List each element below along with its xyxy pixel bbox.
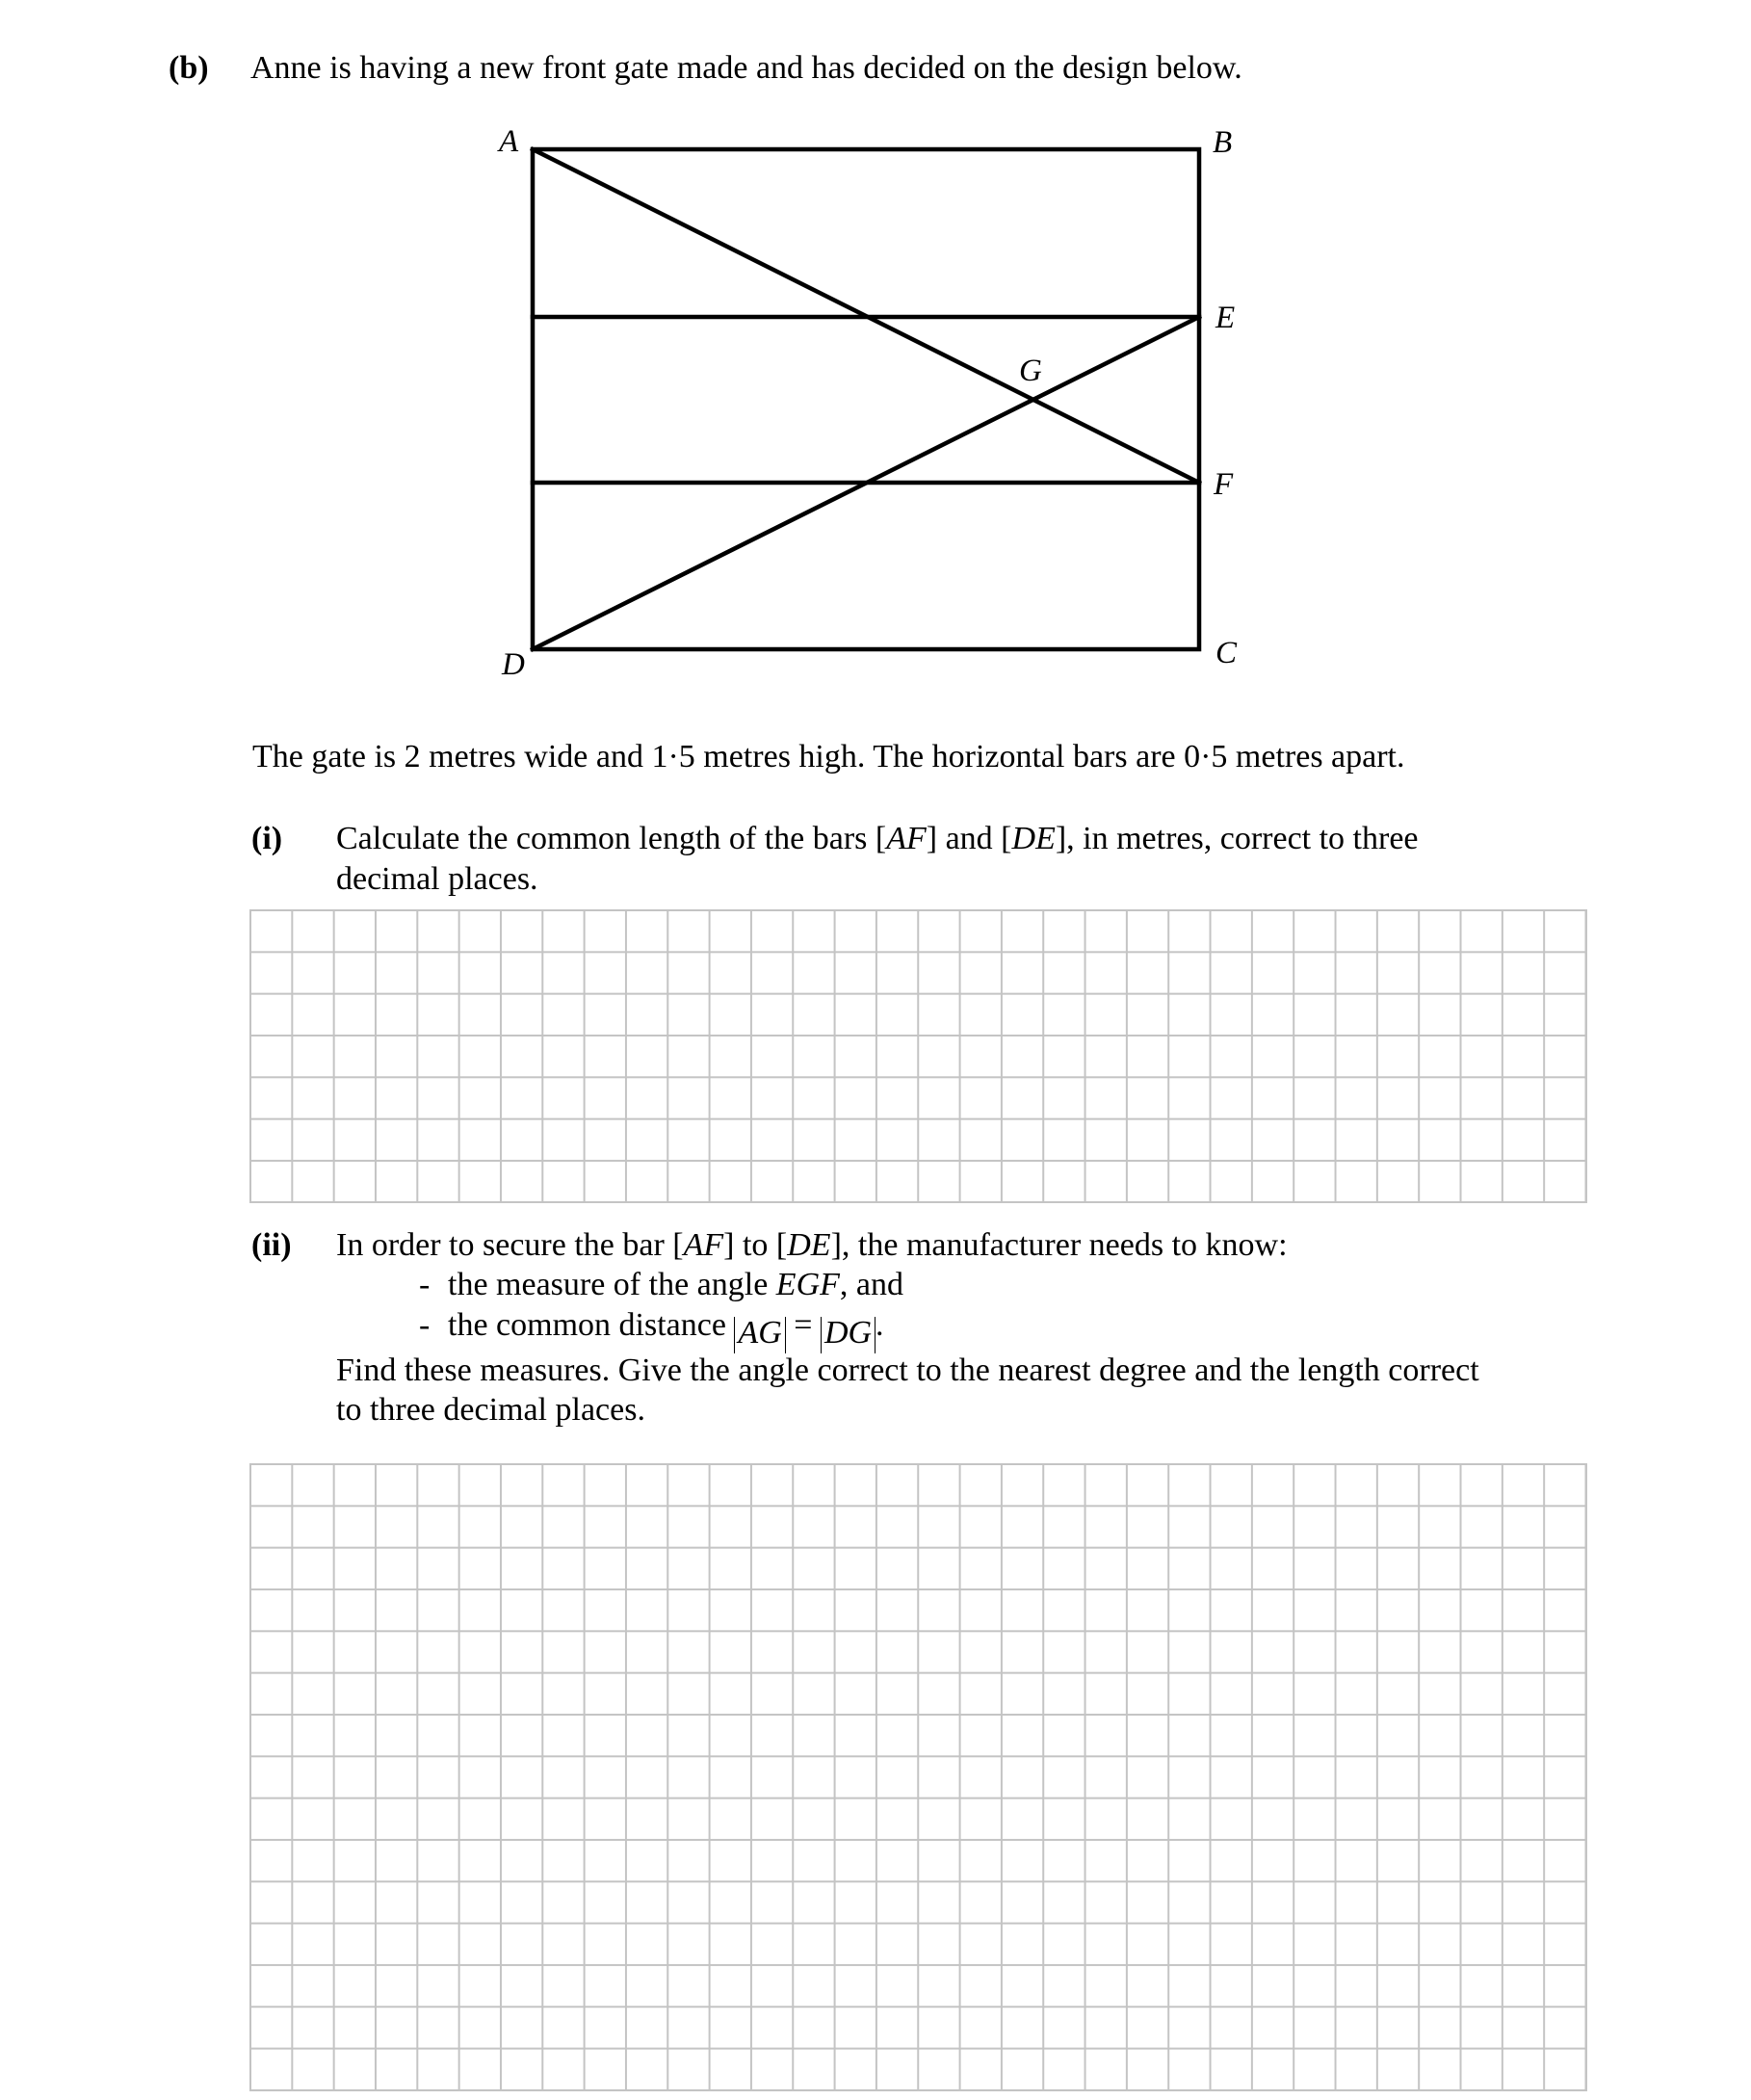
answer-grid-2[interactable] <box>249 1463 1587 2091</box>
q2-line1: In order to secure the bar [AF] to [DE], the manufacturer needs to know: <box>336 1227 1288 1263</box>
vertex-label-g: G <box>1019 354 1042 388</box>
q2-bullet1: the measure of the angle EGF, and <box>448 1267 903 1302</box>
vertex-label-f: F <box>1214 467 1234 502</box>
part-label: (b) <box>169 50 209 86</box>
bullet-dash-1: - <box>419 1267 431 1302</box>
vertex-label-b: B <box>1213 125 1233 160</box>
q2-find-line2: to three decimal places. <box>336 1392 645 1428</box>
vertex-label-a: A <box>499 124 519 159</box>
intro-text: Anne is having a new front gate made and has decided on the design below. <box>250 50 1242 86</box>
q2-label: (ii) <box>251 1227 292 1263</box>
vertex-label-e: E <box>1215 301 1236 335</box>
abs-dg: DG <box>821 1317 876 1353</box>
vertex-label-c: C <box>1215 636 1238 670</box>
q1-label: (i) <box>251 821 283 856</box>
q1-line2: decimal places. <box>336 861 538 897</box>
q2-bullet2: the common distance AG = DG . <box>448 1305 884 1353</box>
abs-ag: AG <box>734 1317 785 1353</box>
gate-diagram <box>0 0 1751 732</box>
answer-grid-1[interactable] <box>249 909 1587 1203</box>
bullet-dash-2: - <box>419 1307 431 1343</box>
given-text: The gate is 2 metres wide and 1·5 metres high. The horizontal bars are 0·5 metres apart. <box>252 739 1405 774</box>
vertex-label-d: D <box>502 647 525 682</box>
q1-line1: Calculate the common length of the bars [AF] and [DE], in metres, correct to three <box>336 821 1419 856</box>
q2-find-line1: Find these measures. Give the angle correct to the nearest degree and the length correct <box>336 1352 1479 1388</box>
gate-frame <box>533 149 1199 649</box>
